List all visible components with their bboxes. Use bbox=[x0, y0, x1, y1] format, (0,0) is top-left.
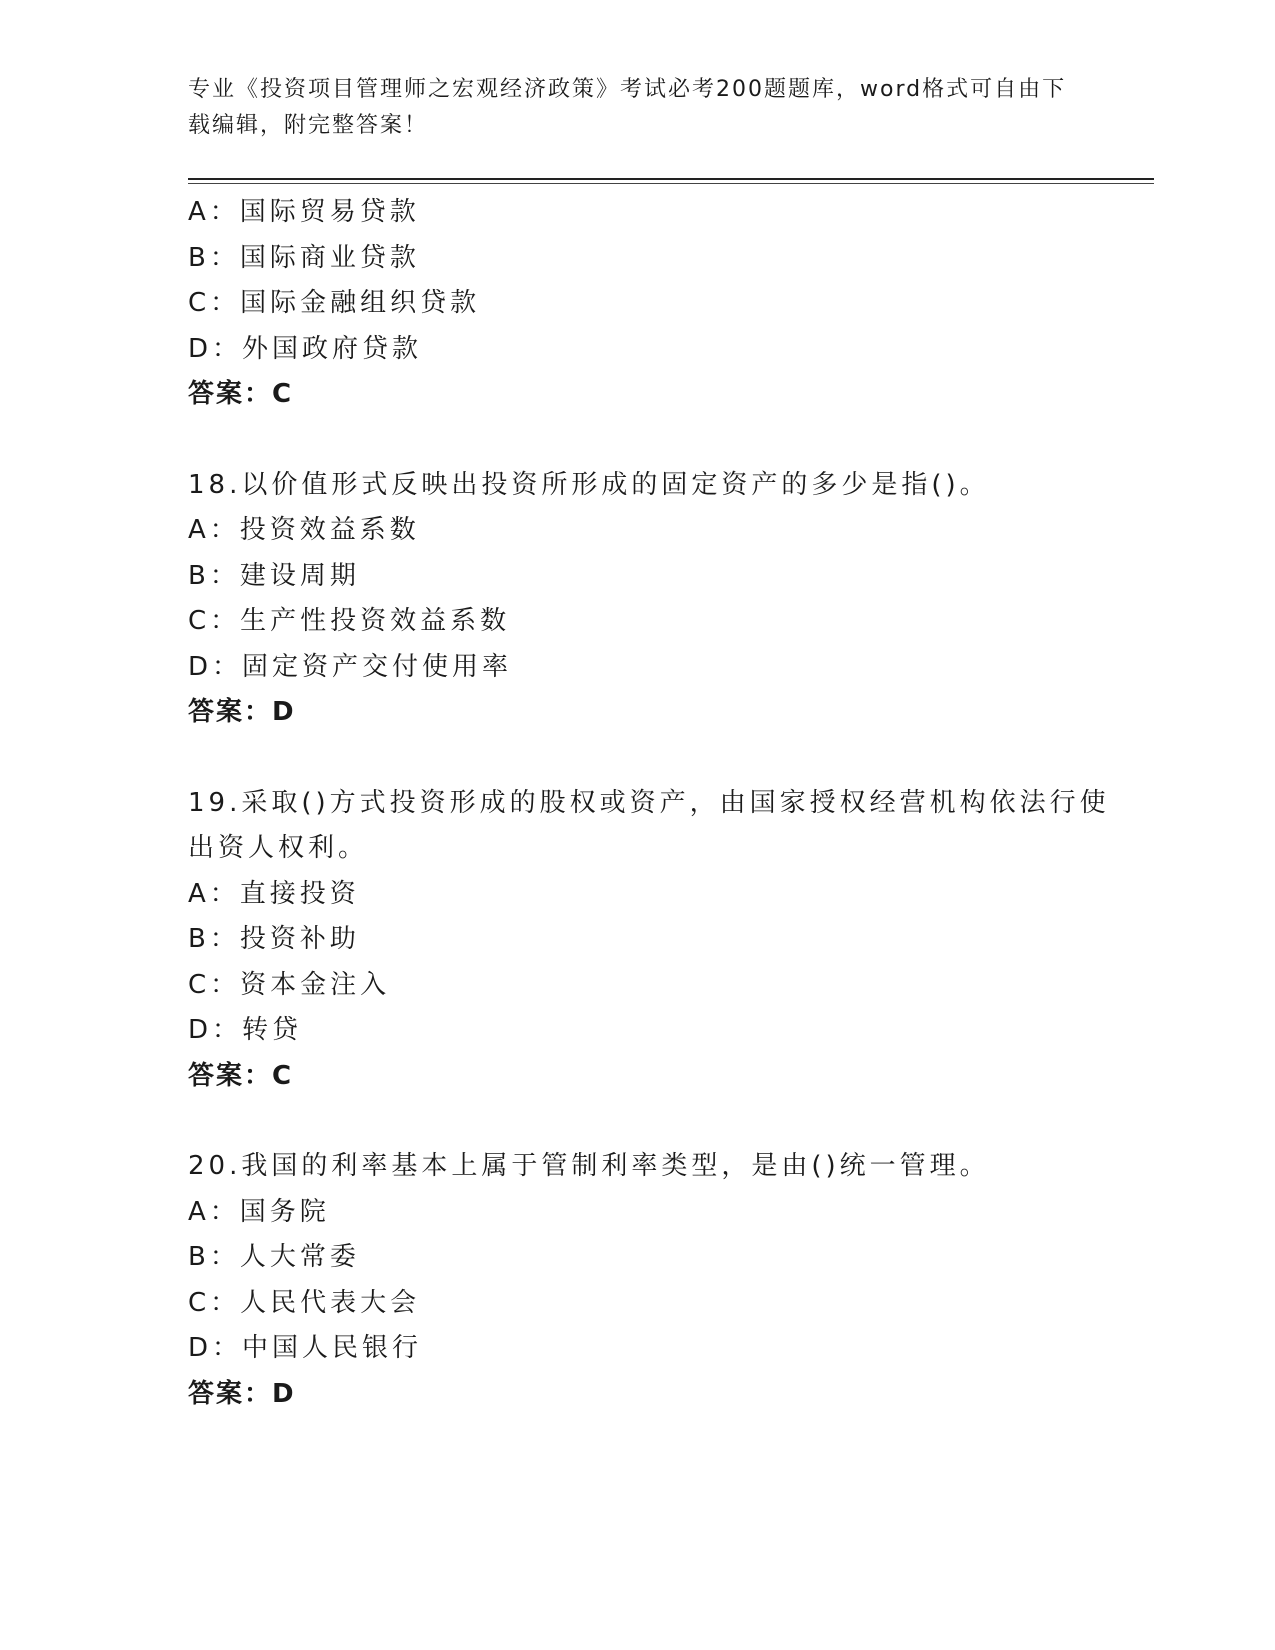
option-b: B：国际商业贷款 bbox=[188, 242, 420, 273]
question-list bbox=[188, 190, 1110, 1417]
header-divider-thick bbox=[188, 178, 1154, 180]
question-text: 18.以价值形式反映出投资所形成的固定资产的多少是指()。 bbox=[188, 469, 990, 500]
option-a: A：国务院 bbox=[188, 1196, 330, 1227]
option-a: A：投资效益系数 bbox=[188, 515, 420, 545]
document-header: 专业《投资项目管理师之宏观经济政策》考试必考200题题库，word格式可自由下载编辑，附完整答案！ bbox=[188, 77, 1067, 138]
question-text: 20.我国的利率基本上属于管制利率类型，是由()统一管理。 bbox=[188, 1151, 990, 1181]
answer: 答案：C bbox=[188, 1060, 294, 1091]
option-a: A：国际贸易贷款 bbox=[188, 197, 420, 227]
spacer bbox=[188, 736, 1088, 781]
spacer bbox=[188, 418, 1088, 463]
option-d: D：转贷 bbox=[188, 1015, 303, 1045]
option-c: C：生产性投资效益系数 bbox=[188, 606, 511, 636]
spacer bbox=[188, 1099, 1088, 1144]
header-divider-thin bbox=[188, 183, 1154, 184]
question-17 bbox=[188, 190, 1088, 418]
answer: 答案：C bbox=[188, 379, 294, 409]
question-18 bbox=[188, 463, 1088, 736]
option-d: D：中国人民银行 bbox=[188, 1333, 423, 1363]
option-c: C：人民代表大会 bbox=[188, 1287, 421, 1318]
option-c: C：国际金融组织贷款 bbox=[188, 288, 481, 318]
question-text-line-1: 19.采取()方式投资形成的股权或资产，由国家授权经营机构依法行使 bbox=[188, 787, 1110, 818]
option-d: D：固定资产交付使用率 bbox=[188, 651, 513, 682]
option-b: B：人大常委 bbox=[188, 1242, 360, 1272]
question-19 bbox=[188, 781, 1110, 1100]
option-d: D：外国政府贷款 bbox=[188, 333, 423, 364]
option-b: B：建设周期 bbox=[188, 560, 360, 591]
answer: 答案：D bbox=[188, 1378, 296, 1409]
option-c: C：资本金注入 bbox=[188, 969, 391, 1000]
option-a: A：直接投资 bbox=[188, 878, 360, 909]
answer: 答案：D bbox=[188, 697, 296, 727]
question-20 bbox=[188, 1144, 1088, 1417]
option-b: B：投资补助 bbox=[188, 924, 360, 954]
question-text-line-2: 出资人权利。 bbox=[188, 833, 369, 863]
